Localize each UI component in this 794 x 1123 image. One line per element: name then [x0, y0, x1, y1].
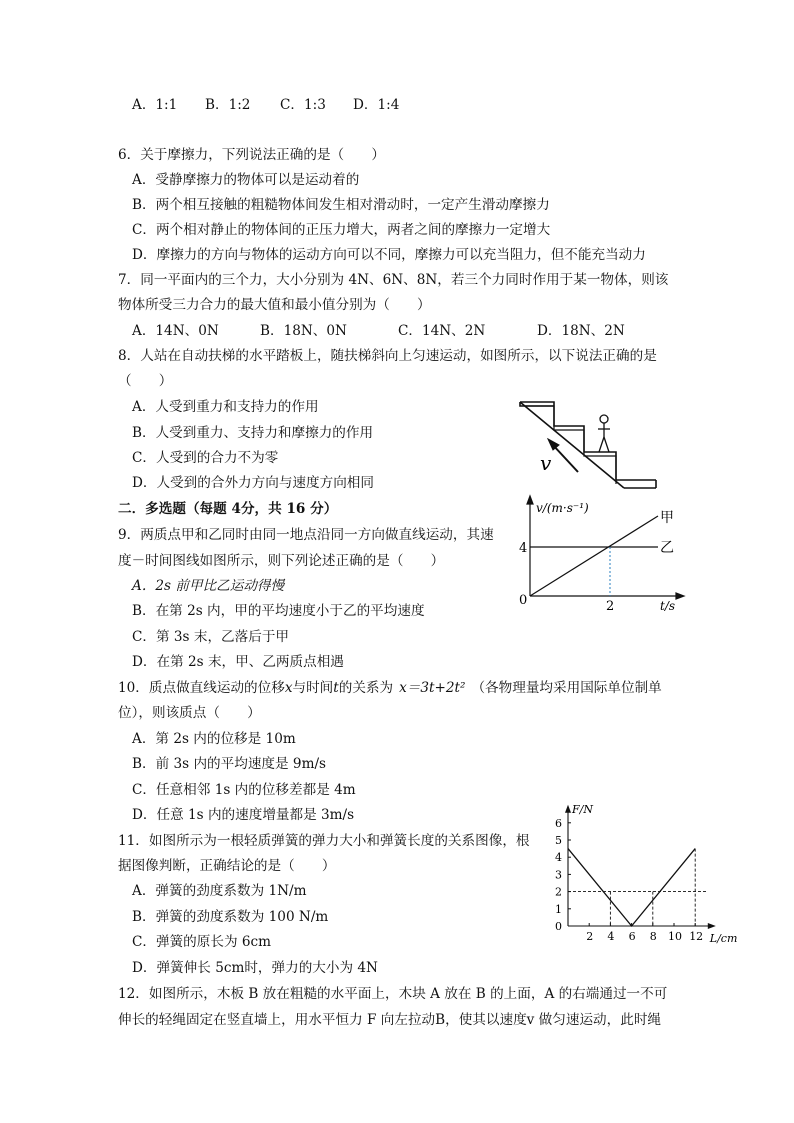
fl-chart: [548, 794, 738, 946]
q10-stem-text-d: （各物理量均采用国际单位制单: [471, 680, 662, 696]
q10-stem-line1: [118, 679, 662, 697]
person-icon: [598, 415, 610, 452]
vt-y-arrow: [527, 496, 533, 504]
fl-ylabel: F/N: [572, 802, 593, 816]
vt-line-jia: [530, 516, 658, 596]
fl-xtick-label: 8: [649, 930, 657, 943]
q7-stem-line2: 物体所受三力合力的最大值和最小值分别为（ ）: [118, 297, 431, 313]
escalator-incline: [520, 402, 624, 488]
q11-stem-line2: 据图像判断，正确结论的是（ ）: [118, 858, 336, 874]
q6-option-d: D．摩擦力的方向与物体的运动方向可以不同，摩擦力可以充当阻力，但不能充当动力: [132, 247, 646, 263]
vt-ylabel: v/(m·s⁻¹): [536, 501, 589, 515]
fl-xtick-label: 4: [607, 930, 615, 943]
fl-ytick-label: 2: [555, 885, 562, 899]
q7-option-a: A．14N、0N: [132, 323, 219, 339]
vt-line-jia-label: 甲: [660, 510, 674, 526]
q12-line1: 12．如图所示，木板 B 放在粗糙的水平面上，木块 A 放在 B 的上面，A 的右端通过一不可: [118, 986, 668, 1002]
q7-option-b: B．18N、0N: [260, 323, 347, 339]
q9-option-d: D．在第 2s 末，甲、乙两质点相遇: [132, 654, 344, 670]
q10-option-c: C．任意相邻 1s 内的位移差都是 4m: [132, 782, 356, 798]
fl-series-line: [568, 849, 695, 926]
q7-option-c: C．14N、2N: [398, 323, 486, 339]
q8-option-d: D．人受到的合外力方向与速度方向相同: [132, 475, 374, 491]
fl-ytick-label: 0: [555, 920, 562, 933]
q10-stem-text-b: 与时间: [292, 680, 334, 696]
section-2-title: 二．多选题（每题 4分，共 16 分）: [118, 501, 338, 517]
q9-stem-line2: 度－时间图线如图所示，则下列论述正确的是（ ）: [118, 553, 445, 569]
fl-ytick-label: 1: [555, 902, 562, 916]
q6-stem: 6．关于摩擦力，下列说法正确的是（ ）: [118, 147, 385, 163]
q9-option-a: A．2s 前甲比乙运动得慢: [132, 578, 285, 594]
fl-ytick-label: 3: [555, 868, 562, 882]
q8-stem-line2: （ ）: [118, 373, 173, 389]
q8-option-a: A．人受到重力和支持力的作用: [132, 399, 319, 415]
q8-stem-line1: 8．人站在自动扶梯的水平踏板上，随扶梯斜向上匀速运动，如图所示，以下说法正确的是: [118, 348, 657, 364]
fl-xtick-label: 12: [689, 930, 704, 943]
q10-equation: x＝3t+2t²: [399, 680, 466, 696]
velocity-arrow-icon: [548, 439, 578, 472]
q10-option-b: B．前 3s 内的平均速度是 9m/s: [132, 756, 327, 772]
vt-graph: [510, 494, 690, 612]
fl-ytick-label: 5: [555, 834, 562, 847]
fl-x-arrow: [708, 923, 716, 929]
q6-option-b: B．两个相互接触的粗糙物体间发生相对滑动时，一定产生滑动摩擦力: [132, 197, 550, 213]
q11-option-a: A．弹簧的劲度系数为 1N/m: [132, 883, 307, 899]
q5-option-b: B．1:2: [205, 97, 251, 113]
q5-option-d: D．1:4: [353, 97, 400, 113]
q11-option-b: B．弹簧的劲度系数为 100 N/m: [132, 909, 329, 925]
vt-line-yi-label: 乙: [660, 540, 674, 556]
q9-option-b: B．在第 2s 内，甲的平均速度小于乙的平均速度: [132, 603, 425, 619]
fl-ytick-label: 4: [555, 851, 562, 865]
fl-xtick-label: 10: [668, 930, 682, 943]
velocity-label: v: [540, 451, 552, 475]
vt-x-arrow: [676, 593, 684, 599]
escalator-figure: [516, 398, 666, 490]
q10-var-x: x: [284, 680, 293, 696]
vt-xlabel: t/s: [660, 599, 676, 613]
q12-line2: 伸长的轻绳固定在竖直墙上，用水平恒力 F 向左拉动B，使其以速度v 做匀速运动，此时绳: [118, 1012, 662, 1028]
q6-option-c: C．两个相对静止的物体间的正压力增大，两者之间的摩擦力一定增大: [132, 222, 551, 238]
q10-stem-line2: 位），则该质点（ ）: [118, 705, 261, 721]
fl-y-arrow: [565, 805, 571, 813]
q10-var-t: t: [333, 680, 339, 696]
fl-xtick-label: 6: [628, 930, 636, 943]
q10-stem-text-c: 的关系为: [338, 680, 394, 696]
fl-ytick-label: 6: [555, 816, 562, 830]
q5-option-a: A．1:1: [132, 97, 178, 113]
q11-option-c: C．弹簧的原长为 6cm: [132, 934, 272, 950]
vt-ytick-4: 4: [519, 541, 528, 556]
q9-option-c: C．第 3s 末，乙落后于甲: [132, 629, 290, 645]
q6-option-a: A．受静摩擦力的物体可以是运动着的: [132, 172, 360, 188]
vt-xtick-2: 2: [606, 599, 615, 614]
q9-stem-line1: 9．两质点甲和乙同时由同一地点沿同一方向做直线运动，其速: [118, 527, 494, 543]
fl-xtick-label: 2: [586, 930, 594, 943]
q11-stem-line1: 11．如图所示为一根轻质弹簧的弹力大小和弹簧长度的关系图像，根: [118, 833, 530, 849]
fl-xlabel: L/cm: [709, 932, 738, 945]
q5-option-c: C．1:3: [280, 97, 326, 113]
q10-option-a: A．第 2s 内的位移是 10m: [132, 731, 296, 747]
q11-option-d: D．弹簧伸长 5cm时，弹力的大小为 4N: [132, 960, 378, 976]
q8-option-c: C．人受到的合力不为零: [132, 450, 279, 466]
vt-origin: 0: [519, 593, 528, 608]
q7-stem-line1: 7．同一平面内的三个力，大小分别为 4N、6N、8N，若三个力同时作用于某一物体，则该: [118, 272, 669, 288]
q8-option-b: B．人受到重力、支持力和摩擦力的作用: [132, 425, 374, 441]
q10-stem-text-a: 10．质点做直线运动的位移: [118, 680, 285, 696]
q10-option-d: D．任意 1s 内的速度增量都是 3m/s: [132, 807, 355, 823]
q7-option-d: D．18N、2N: [537, 323, 625, 339]
